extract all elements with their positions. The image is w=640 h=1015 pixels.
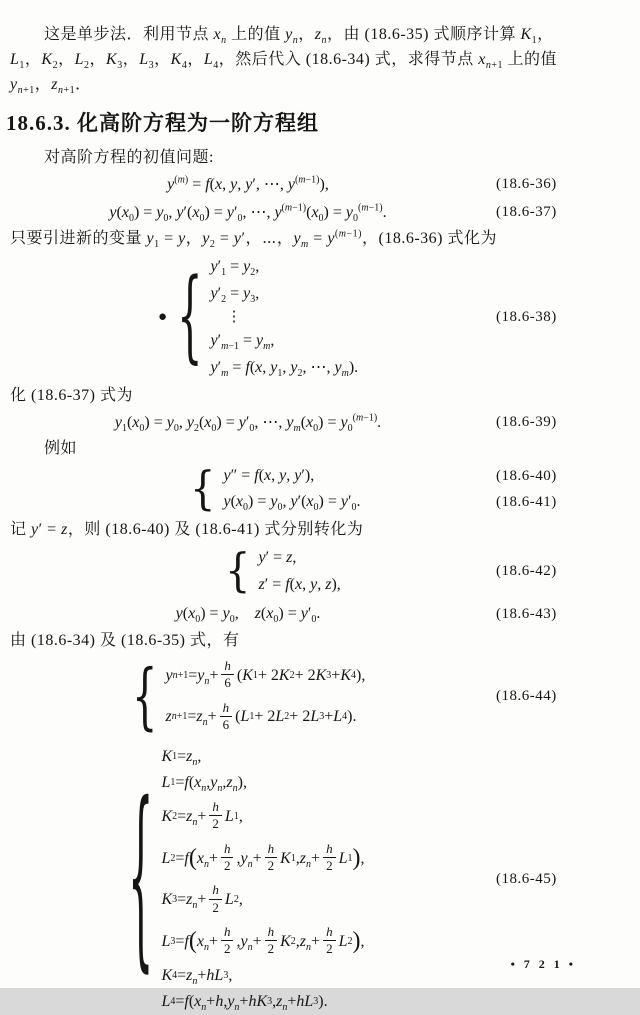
- equation-line: K 4 = $z_n$ + hL 3 ,: [161, 966, 233, 987]
- equation-number: (18.6-45): [496, 870, 557, 887]
- equation-system-44: [0, 655, 640, 738]
- equation-number: (18.6-40): [496, 467, 557, 484]
- equation-body: $y(x_0) = y_0$, $y'(x_0) = y'_0$.: [223, 493, 361, 514]
- equation-line: z n+1 = $z_n$ + h 6 ( L 1 + 2 L 2 + 2 L 3 + L 4 ).: [165, 699, 357, 732]
- lead-text: 由 (18.6-34) 及 (18.6-35) 式，有: [10, 632, 240, 649]
- equation-number: (18.6-43): [496, 605, 557, 622]
- intro-text: 对高阶方程的初值问题:: [44, 149, 214, 166]
- equation-number: (18.6-41): [496, 493, 557, 510]
- page-number: • 7 2 1 •: [510, 957, 576, 971]
- equation-line: y n+1 = $y_n$ + h 6 ( K 1 + 2 K 2 + 2 K 3 + K 4 ),: [165, 658, 366, 691]
- equation-line: L 2 = f ( $x_n$ + h 2 , $y_n$ + h 2 K 1 , $z_n$ + h 2 L 1 ) ,: [161, 840, 365, 874]
- paragraph-line: 这是单步法．利用节点 $x_n$ 上的值 $y_n$，$z_n$，由 (18.6-35) 式顺序计算 $K_1$，: [44, 26, 554, 47]
- lead-text: 化 (18.6-37) 式为: [10, 387, 133, 404]
- equation-line: $y'_{m-1} = y_m$,: [210, 332, 275, 353]
- equation-row: [223, 463, 582, 489]
- lead-text: 例如: [44, 440, 78, 457]
- lead-text: 只要引进新的变量 $y_1 = y$，$y_2 = y'$，⋯，$y_m = y^{(m-1)}$，(18.6-36) 式化为: [10, 228, 497, 251]
- equation-line: $y'_m = f(x$, $y_1$, $y_2$, ⋯, $y_m$).: [210, 359, 359, 380]
- equation-number: (18.6-37): [496, 203, 557, 220]
- equation-line: $y'_1 = y_2$,: [210, 258, 260, 279]
- equation-body: y″ = f(x, y, y′),: [223, 467, 315, 484]
- equation-line: $y'_2 = y_3$,: [210, 285, 260, 306]
- system-lines: [211, 253, 359, 381]
- equation-system-38: [0, 253, 640, 381]
- equation-body: $y^{(m)} = f(x$, y, y′, ⋯, $y^{(m-1)}$),: [167, 174, 329, 193]
- equation-line: K 3 = $z_n$ + h 2 L 2 ,: [161, 882, 243, 915]
- equation-system-42: [0, 544, 640, 598]
- equation-number: (18.6-44): [496, 688, 557, 705]
- equation-system-45: [0, 744, 640, 1014]
- left-brace: {: [225, 544, 251, 598]
- equation-line: y′ = z,: [258, 549, 297, 566]
- left-brace: {: [128, 766, 154, 993]
- equation-body: $y(x_0) = y_0$, $y'(x_0) = y'_0$, ⋯, $y^{(m-1)}(x_0) = y_0^{(m-1)}$.: [109, 202, 387, 225]
- vertical-dots: ⋮: [226, 309, 242, 325]
- equation-number: (18.6-39): [496, 413, 557, 430]
- equation-system-40-41: [0, 463, 640, 515]
- equation-line: L 4 = f ( $x_n$ + h , $y_n$ + hK 3 , $z_n$ + hL 3 ).: [161, 992, 328, 1013]
- equation-number: (18.6-38): [496, 308, 557, 325]
- equation-body: $y_1(x_0) = y_0$, $y_2(x_0) = y'_0$, ⋯, $y_m(x_0) = y_0^{(m-1)}$.: [114, 412, 382, 435]
- system-lines: [165, 655, 365, 738]
- equation-37: [0, 198, 640, 226]
- system-lines: [258, 544, 340, 598]
- paragraph-line: $L_1$，$K_2$，$L_2$，$K_3$，$L_3$，$K_4$，$L_4$，然后代入 (18.6-34) 式，求得节点 $x_{n+1}$ 上的值: [10, 51, 557, 72]
- equation-row: [223, 489, 582, 515]
- equation-36: [0, 170, 640, 198]
- equation-body: $y(x_0) = y_0$, $z(x_0) = y'_0$.: [175, 605, 321, 626]
- equation-line: L 1 = f ( $x_n$ , $y_n$ , $z_n$ ),: [161, 774, 247, 795]
- paragraph-line: $y_{n+1}$，$z_{n+1}$．: [10, 76, 92, 97]
- equation-line: K 2 = $z_n$ + h 2 L 1 ,: [161, 799, 243, 832]
- equation-line: L 3 = f ( $x_n$ + h 2 , $y_n$ + h 2 K 2 , $z_n$ + h 2 L 2 ) ,: [161, 923, 365, 957]
- left-brace: {: [177, 259, 203, 375]
- left-brace: {: [190, 462, 216, 516]
- equation-line: K 1 = $z_n$ ,: [161, 748, 202, 769]
- equation-43: [0, 600, 640, 628]
- equation-line: z′ = f(x, y, z),: [258, 576, 341, 593]
- equation-39: [0, 408, 640, 436]
- equation-number: (18.6-36): [496, 175, 557, 192]
- section-heading: 18.6.3. 化高阶方程为一阶方程组: [6, 111, 319, 135]
- system-lines: [223, 463, 582, 515]
- equation-number: (18.6-42): [496, 562, 557, 579]
- lead-text: 记 y′ = z，则 (18.6-40) 及 (18.6-41) 式分别转化为: [10, 521, 364, 538]
- system-lines: [161, 744, 364, 1014]
- left-brace: {: [132, 655, 158, 738]
- ink-blot: ●: [158, 308, 168, 325]
